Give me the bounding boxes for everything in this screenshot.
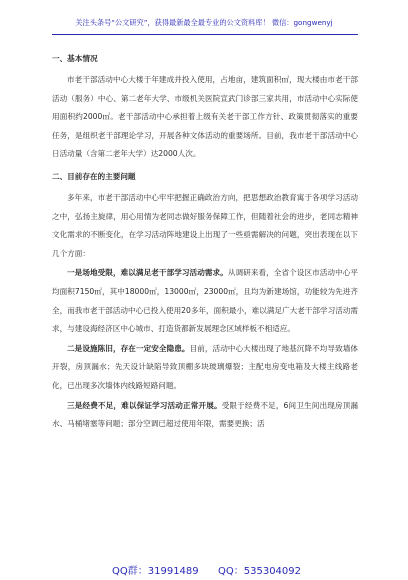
qq-group-link[interactable]: QQ群：31991489 bbox=[112, 566, 199, 577]
paragraph-venue-limits bbox=[52, 264, 358, 338]
point-three-text: 受限于经费不足，6间卫生间出现房顶漏水、马桶堵塞等问题；部分空调已超过使用年限，需要更换；活 bbox=[52, 400, 358, 429]
point-two-text: 目前，活动中心大楼出现了地基沉降不均导致墙体开裂，房顶漏水；先天设计缺陷导致顶棚多块玻璃爆裂；主配电房变电箱及大楼主线路老化，已出现多次墙体内线路短路问题。 bbox=[52, 343, 359, 390]
document-body bbox=[52, 52, 358, 435]
paragraph-funding bbox=[52, 397, 358, 434]
paragraph-old-facilities bbox=[52, 340, 358, 396]
qq-contact-link[interactable]: QQ：535304092 bbox=[218, 566, 302, 577]
header-divider bbox=[52, 34, 358, 35]
point-two-heading: 二是设施陈旧，存在一定安全隐患。 bbox=[67, 343, 190, 353]
paragraph-basic-info: 市老干部活动中心大楼于年建成并投入使用，占地亩，建筑面积㎡，现大楼由市老干部活动（服务）中心、第二老年大学、市级机关医院宣武门诊部三家共用，市活动中心实际使用面积约2000㎡。老干部活动中心承担着上级有关老干部工作方针、政策贯彻落实的重要任务，是组织老干部理论学习，开展各种文体活动的重要场所。目前，我市老干部活动中心日活动量（含第二老年大学）达2000人次。 bbox=[52, 75, 358, 159]
page-footer bbox=[0, 560, 408, 580]
promo-link[interactable]: 关注头条号“公文研究”，获得最新最全最专业的公文资料库！ 微信：gongwenyj bbox=[75, 18, 333, 27]
section-heading-basic-info: 一、基本情况 bbox=[52, 54, 98, 63]
point-three-heading: 三是经费不足，难以保证学习活动正常开展。 bbox=[67, 400, 222, 410]
section-heading-problems: 二、目前存在的主要问题 bbox=[52, 171, 136, 181]
point-one-text: 从调研来看，全省个设区市活动中心平均面积7150㎡，其中18000㎡，13000㎡，23000㎡，且均为新建场馆，功能较为先进齐全，而我市老干部活动中心已投入使用20多年，面积最小，难以满足广大老干部学习活动需求，与建设海经济区中心城市、打造货都新发展理念区域样板不相适应。 bbox=[52, 268, 359, 334]
paragraph-problems-intro: 多年来，市老干部活动中心牢牢把握正确政治方向，把思想政治教育寓于各项学习活动之中，弘扬主旋律，用心用情为老同志做好服务保障工作，但随着社会的进步，老同志精神文化需求的不断变化，在学习活动阵地建设上出现了一些亟需解决的问题，突出表现在以下几个方面： bbox=[52, 192, 358, 258]
point-one-heading: 一是场地受限，难以满足老干部学习活动需求。 bbox=[67, 268, 228, 278]
page-header bbox=[0, 0, 408, 60]
